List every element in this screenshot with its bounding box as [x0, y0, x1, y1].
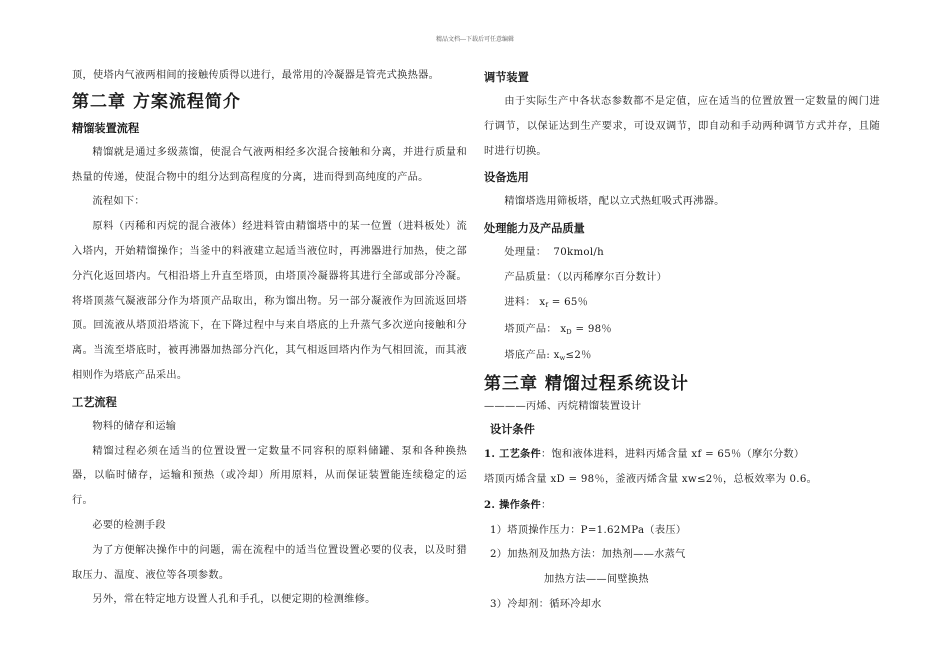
condition-1-text: ：饱和液体进料，进料丙烯含量 xf = 65％（摩尔分数） [541, 449, 805, 461]
feed-label: 进料： [504, 296, 536, 308]
bottom-label: 塔底产品: [504, 350, 554, 362]
bottom-sub: w [559, 354, 566, 363]
bottom-product-line [484, 344, 880, 371]
capacity-heading: 处理能力及产品质量 [484, 221, 585, 236]
intro-paragraph: 顶，使塔内气液两相间的接触传质得以进行，最常用的冷凝器是管壳式换热器。 [72, 70, 440, 81]
top-sub: D [566, 327, 572, 336]
storage-paragraph: 精馏过程必须在适当的位置设置一定数量不同容积的原料储罐、泵和各种换热器，以临时储存，运输和预热（或冷却）所用原料，从而保证装置能连续稳定的运行。 [72, 445, 467, 507]
quality-line: 产品质量：（以丙稀摩尔百分数计） [504, 271, 668, 283]
top-var: x [560, 323, 567, 335]
page-header: 精品文档---下载后可任意编辑 [435, 36, 515, 43]
condition-1-line [484, 442, 880, 468]
condition-2-line [484, 493, 880, 519]
capacity-line [484, 241, 880, 266]
distill-heading: 精馏装置流程 [72, 120, 140, 135]
capacity-value: 70kmol/h [553, 247, 605, 259]
process-heading: 工艺流程 [72, 394, 117, 409]
feed-line [484, 291, 880, 318]
chapter-3-title: 第三章 精馏过程系统设计 [484, 374, 689, 395]
feed-sub: f [545, 300, 549, 309]
condition-1-line-2: 塔顶丙烯含量 xD = 98％，釜液丙烯含量 xw≤2％，总板效率为 0.6。 [484, 473, 818, 485]
condition-2-colon: ： [541, 499, 552, 511]
top-label: 塔顶产品： [504, 323, 557, 335]
chapter-3-subtitle: ————丙烯、丙烷精馏装置设计 [484, 401, 642, 413]
condition-2-label: 2. 操作条件 [484, 498, 542, 511]
distill-paragraph: 精馏就是通过多级蒸馏，使混合气液两相经多次混合接触和分离，并进行质量和热量的传递，使混合物中的组分达到高程度的分离，进而得到高纯度的产品。 [72, 146, 467, 183]
right-column [484, 64, 880, 618]
other-paragraph: 另外，常在特定地方设置人孔和手孔，以便定期的检测维修。 [92, 594, 376, 606]
capacity-label: 处理量： [504, 247, 547, 259]
operation-2: 2）加热剂及加热方法：加热剂——水蒸气 [490, 549, 686, 561]
operation-1: 1）塔顶操作压力：P=1.62MPa（表压） [490, 524, 687, 536]
equip-paragraph: 精馏塔选用筛板塔，配以立式热虹吸式再沸器。 [504, 196, 725, 208]
chapter-2-title: 第二章 方案流程简介 [72, 91, 241, 112]
feed-var: x [539, 296, 546, 308]
storage-label: 物料的储存和运输 [92, 420, 177, 432]
left-column [72, 64, 467, 613]
equip-heading: 设备选用 [484, 170, 529, 185]
top-product-line [484, 318, 880, 345]
top-value: = 98％ [571, 323, 612, 335]
adjust-heading: 调节装置 [484, 70, 529, 84]
design-heading: 设计条件 [490, 422, 535, 437]
adjust-paragraph: 由于实际生产中各状态参数都不是定值，应在适当的位置放置一定数量的阀门进行调节，以保证达到生产要求，可设双调节，即自动和手动两种调节方式并存，且随时进行切换。 [484, 96, 880, 157]
feed-paragraph: 原料（丙稀和丙烷的混合液体）经进料管由精馏塔中的某一位置（进料板处）流入塔内，开始精馏操作；当釜中的料液建立起适当液位时，再沸器进行加热，使之部分汽化返回塔内。气相沿塔上升直至塔顶，由塔顶冷凝器将其进行全部或部分冷凝。将塔顶蒸气凝液部分作为塔顶产品取出，称为馏出物。另一部分凝液作为回流返回塔顶。回流液从塔顶沿塔流下，在下降过程中与来自塔底的上升蒸气多次逆向接触和分离。当流至塔底时，被再沸器加热部分汽化，其气相返回塔内作为气相回流，而其液相则作为塔底产品采出。 [72, 221, 467, 381]
bottom-value: ≤2％ [565, 350, 592, 362]
operation-2-method: 加热方法——间壁换热 [544, 574, 649, 586]
flow-label: 流程如下： [92, 196, 145, 208]
detect-paragraph: 为了方便解决操作中的问题，需在流程中的适当位置设置必要的仪表，以及时猎取压力、温度、液位等各项参数。 [72, 544, 467, 581]
condition-1-label: 1. 工艺条件 [484, 448, 542, 461]
feed-value: = 65％ [548, 296, 589, 308]
detect-label: 必要的检测手段 [92, 519, 166, 531]
bottom-var: x [553, 350, 560, 362]
operation-3: 3）冷却剂：循环冷却水 [490, 598, 602, 610]
